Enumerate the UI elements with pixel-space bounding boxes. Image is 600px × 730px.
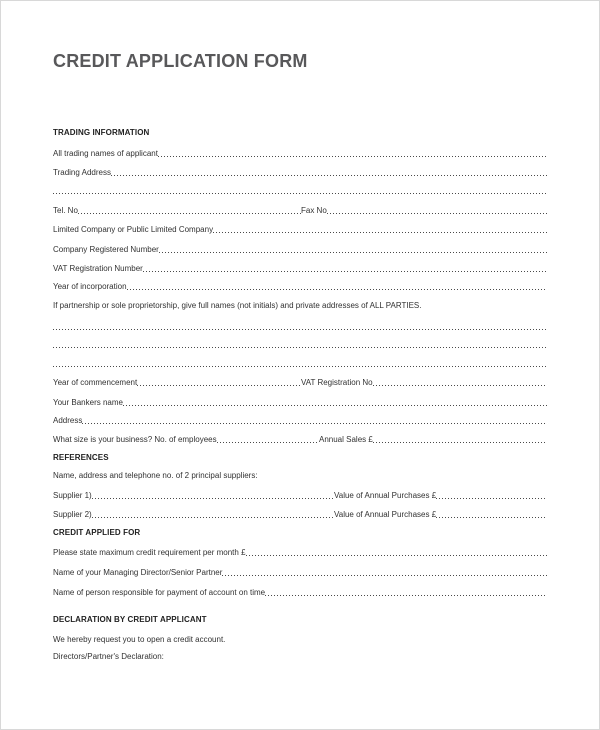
dotted-leader <box>327 205 547 216</box>
field-label-supplier-2: Supplier 2) <box>53 510 92 519</box>
dotted-leader <box>246 547 547 558</box>
dotted-leader <box>213 224 547 235</box>
field-company-registered-number <box>53 242 547 255</box>
field-all-trading-names <box>53 146 547 159</box>
dotted-leader <box>158 148 547 159</box>
field-payment-responsible <box>53 585 547 598</box>
field-limited-company <box>53 222 547 235</box>
dotted-leader <box>159 244 547 255</box>
dotted-leader <box>78 205 301 216</box>
dotted-leader <box>222 567 547 578</box>
field-label: Limited Company or Public Limited Company <box>53 225 214 234</box>
field-label: Trading Address <box>53 168 111 177</box>
trading-address-continuation-line <box>53 183 547 196</box>
dotted-leader <box>217 434 319 445</box>
field-label-year-of-commencement: Year of commencement <box>53 378 138 387</box>
field-label-annual-sales: Annual Sales £ <box>319 435 373 444</box>
dotted-leader <box>373 377 547 388</box>
dotted-leader <box>265 587 547 598</box>
field-label-value-annual-purchases: Value of Annual Purchases £ <box>334 510 437 519</box>
dotted-leader <box>53 339 547 350</box>
section-declaration <box>53 612 547 625</box>
text-open-account-request <box>53 632 547 645</box>
row-commencement-vat <box>53 375 547 388</box>
dotted-leader <box>123 397 547 408</box>
field-label: Your Bankers name <box>53 398 123 407</box>
field-label: Name of person responsible for payment of account on time <box>53 588 266 597</box>
field-trading-address <box>53 165 547 178</box>
field-label: Address <box>53 416 83 425</box>
field-label-tel-no: Tel. No <box>53 206 78 215</box>
page-title: CREDIT APPLICATION FORM <box>53 51 308 71</box>
row-tel-fax <box>53 203 547 216</box>
section-references <box>53 450 547 463</box>
field-label: Year of incorporation <box>53 282 127 291</box>
field-label: VAT Registration Number <box>53 264 143 273</box>
section-label: DECLARATION BY CREDIT APPLICANT <box>53 615 207 624</box>
field-label-fax-no: Fax No <box>301 206 327 215</box>
section-label: REFERENCES <box>53 453 109 462</box>
row-supplier-1 <box>53 488 547 501</box>
section-trading-information <box>53 125 547 138</box>
field-label: All trading names of applicant <box>53 149 158 158</box>
partnership-fill-line-2 <box>53 337 547 350</box>
field-label-business-size: What size is your business? No. of employees <box>53 435 217 444</box>
dotted-leader <box>82 415 547 426</box>
dotted-leader <box>92 509 334 520</box>
field-label-supplier-1: Supplier 1) <box>53 491 92 500</box>
section-credit-applied-for <box>53 525 547 538</box>
dotted-leader <box>53 358 547 369</box>
field-year-of-incorporation <box>53 279 547 292</box>
dotted-leader <box>143 263 547 274</box>
field-bankers-name <box>53 395 547 408</box>
field-vat-registration-number <box>53 261 547 274</box>
dotted-leader <box>111 167 547 178</box>
dotted-leader <box>53 321 547 332</box>
note-text: Directors/Partner's Declaration: <box>53 652 164 661</box>
note-suppliers <box>53 468 547 481</box>
dotted-leader <box>53 185 547 196</box>
field-label: Company Registered Number <box>53 245 159 254</box>
field-label: Name of your Managing Director/Senior Partner <box>53 568 223 577</box>
partnership-fill-line-3 <box>53 356 547 369</box>
dotted-leader <box>127 281 547 292</box>
section-label: TRADING INFORMATION <box>53 128 150 137</box>
field-managing-director <box>53 565 547 578</box>
dotted-leader <box>436 490 547 501</box>
field-bankers-address <box>53 413 547 426</box>
dotted-leader <box>137 377 301 388</box>
row-business-size <box>53 432 547 445</box>
note-text: If partnership or sole proprietorship, give full names (not initials) and private addresses of ALL PARTIES. <box>53 301 422 310</box>
field-label-value-annual-purchases: Value of Annual Purchases £ <box>334 491 437 500</box>
partnership-fill-line-1 <box>53 319 547 332</box>
field-max-credit <box>53 545 547 558</box>
note-partnership <box>53 298 547 311</box>
note-text: Name, address and telephone no. of 2 principal suppliers: <box>53 471 258 480</box>
dotted-leader <box>92 490 334 501</box>
row-supplier-2 <box>53 507 547 520</box>
note-text: We hereby request you to open a credit account. <box>53 635 226 644</box>
dotted-leader <box>436 509 547 520</box>
field-label-vat-registration-no: VAT Registration No <box>301 378 373 387</box>
dotted-leader <box>373 434 547 445</box>
section-label: CREDIT APPLIED FOR <box>53 528 141 537</box>
text-directors-declaration <box>53 649 547 662</box>
field-label: Please state maximum credit requirement per month £ <box>53 548 246 557</box>
